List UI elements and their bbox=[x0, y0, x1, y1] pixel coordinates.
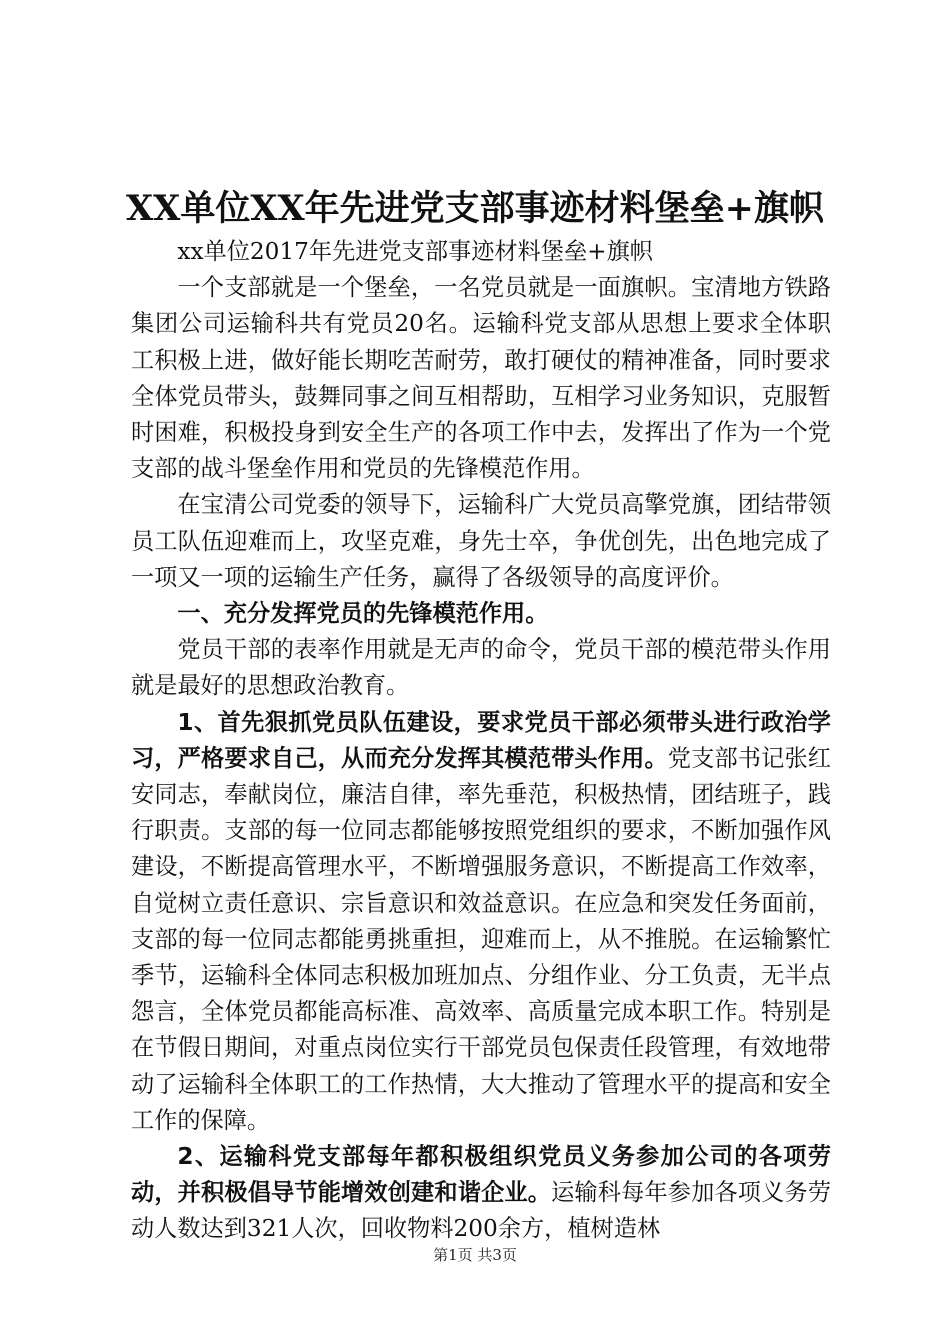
item-body: 运输科每年参加各项义务劳动人数达到321人次，回收物料200余方，植树造林 bbox=[131, 1179, 832, 1243]
paragraph: 在宝清公司党委的领导下，运输科广大党员高擎党旗，团结带领员工队伍迎难而上，攻坚克难，身先士卒，争优创先，出色地完成了一项又一项的运输生产任务，赢得了各级领导的高度评价。 bbox=[131, 491, 831, 591]
item-lead: 1、首先狠抓党员队伍建设，要求党员干部必须带头进行政治学习，严格要求自己，从而充分发挥其模范带头作用。 bbox=[131, 708, 831, 772]
item-lead: 2、运输科党支部每年都积极组织党员义务参加公司的各项劳动，并积极倡导节能增效创建和谐企业。 bbox=[131, 1143, 831, 1207]
section-intro: 党员干部的表率作用就是无声的命令，党员干部的模范带头作用就是最好的思想政治教育。 bbox=[131, 636, 831, 700]
document-body bbox=[131, 234, 831, 1248]
item-body: 党支部书记张红安同志，奉献岗位，廉洁自律，率先垂范，积极热情，团结班子，践行职责。支部的每一位同志都能够按照党组织的要求，不断加强作风建设，不断提高管理水平，不断增强服务意识，不断提高工作效率，自觉树立责任意识、宗旨意识和效益意识。在应急和突发任务面前，支部的每一位同志都能勇挑重担，迎难而上，从不推脱。在运输繁忙季节，运输科全体同志积极加班加点、分组作业、分工负责，无半点怨言，全体党员都能高标准、高效率、高质量完成本职工作。特别是在节假日期间，对重点岗位实行干部党员包保责任段管理，有效地带动了运输科全体职工的工作热情，大大推动了管理水平的提高和安全工作的保障。 bbox=[131, 744, 831, 1134]
list-item-1 bbox=[131, 705, 831, 1139]
list-item-2 bbox=[131, 1139, 831, 1248]
document-title: XX单位XX年先进党支部事迹材料堡垒+旗帜 bbox=[126, 188, 824, 229]
section-heading: 一、充分发挥党员的先锋模范作用。 bbox=[177, 600, 549, 628]
page-footer: 第1页 共3页 bbox=[433, 1246, 517, 1264]
paragraph: 一个支部就是一个堡垒，一名党员就是一面旗帜。宝清地方铁路集团公司运输科共有党员20名。运输科党支部从思想上要求全体职工积极上进，做好能长期吃苦耐劳，敢打硬仗的精神准备，同时要求全体党员带头，鼓舞同事之间互相帮助，互相学习业务知识，克服暂时困难，积极投身到安全生产的各项工作中去，发挥出了作为一个党支部的战斗堡垒作用和党员的先锋模范作用。 bbox=[131, 274, 831, 483]
document-subtitle: xx单位2017年先进党支部事迹材料堡垒+旗帜 bbox=[177, 238, 653, 265]
